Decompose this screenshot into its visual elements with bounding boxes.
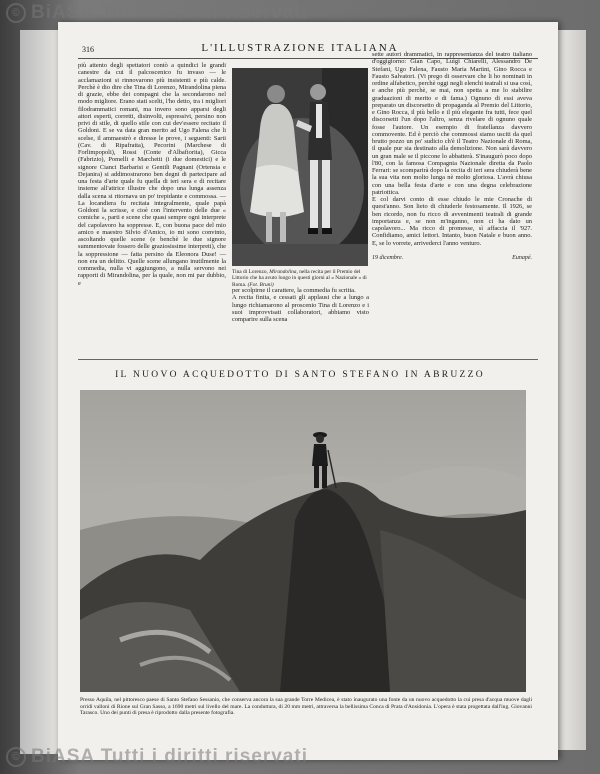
watermark-text-bottom: BiASA Tutti i diritti riservati <box>31 746 308 767</box>
actors-illustration <box>232 68 368 266</box>
running-title: L'ILLUSTRAZIONE ITALIANA <box>201 42 399 54</box>
theatre-photo <box>232 68 368 266</box>
copyright-icon: © <box>6 3 26 23</box>
caption-credit: (Fot. Bruni) <box>247 281 274 288</box>
article-signoff <box>372 255 532 262</box>
mountain-landscape <box>80 390 526 692</box>
article-left-column <box>78 62 226 287</box>
section-rule <box>78 359 538 360</box>
left-column-text: più attento degli spettatori contò a quindici le grandi canestre da cui il palcoscenico fu invaso — le acclamazioni si rinnovarono più insistenti e più calde. Perchè è dio dire che Tina di Lorenzo, Mirandolina piena di grazie, ebbe dei compagni che la secondarono nel modo migliore. Erano stati scelti, l'ho detto, tra i migliori filodrammatici romani, ma invero sono apparsi degli attori esperti, corretti, disinvolti, espressivi, persino non privi di stile, di quello stile con cui dev'essere recitato il Goldoni. E se va data gran merito ad Ugo Falena che li scelse, il ammaestrò e diresse le prove, i seguenti: Sarti (Cav. di Ripafratta), Pecorini (Marchese di Forlimpopoli), Rossi (Conte d'Albafiorita), Gicca (Fabrizio), Pomelli e Marchetti (i due domestici) e le signore Cianci Barbarisi e Gentili Pagnani (Ortensia e Dejanira) si addimostrarono ben degni di partecipare ad una festa d'arte quale fu quella di ieri sera e di recitare insieme all'attrice illustre che dopo una lunga assenza dalla scena si ritornava un po' trepidante e commossa. — La locandiera fu recitata integralmente, quale papà Goldoni la scrisse, e cioè con l'intervento delle due « comiche », parti e scene che quasi sempre ogni interprete del capolavoro ha soppresse. E, con buona pace del mio amico e maestro Silvio d'Amico, io mi sono convinto, ascoltando quelle scene (e benchè le due signore summentovate fossero delle graziosissime interpreti), che la soppressione — fatta persino da Eleonora Duse! — non era un delitto. Quelle scene allungano inutilmente la commedia, nulla vi aggiungono, a nulla servono nei rapporti di Mirandolina, per la quale, non mi par dubbio, e <box>78 62 226 287</box>
left-page-edge <box>20 30 58 754</box>
theatre-photo-caption <box>232 269 369 288</box>
article-title: IL NUOVO ACQUEDOTTO DI SANTO STEFANO IN ABRUZZO <box>115 370 485 380</box>
right-column-text: sette autori drammatici, in rappresentanza del teatro italiano d'oggigiorno: Gian Capo, Luigi Chiarelli, Alessandro De Stefani, Ugo Falena, Fausto Maria Martini, Gino Rocca e Fausto Salvatori. (Vi prego di osservare che li ho nominati in ordine alfabetico, perchè oggi negli elenchi teatrali si usa così, e anche più perchè, se mai, non spetta a me lo stabilire graduazioni di merito e di fama.) Ognuno di essi aveva preparato un discorsetto di propaganda al Premio del Littorio, e Gino Rocca, il più bello e il più elegante fra tutti, fece quel discorsetti l'un dopo l'altro, senza rivelare di ognuno quale fosse l'autore. Un esempio di fratellanza davvero commovente. Ed è perciò che commossi siamo usciti da quel brutto pozzo un po' sudicio ch'è il Teatro Nazionale di Roma, il quale pur sia destinato alla demolizione. Non sarà davvero un gran male se il piccone lo abbatterà. S'inaugurò poco dopo l'80, con la famosa Compagnia Nazionale diretta da Paolo Ferrari: se scomparirà dopo la recita di ieri sera chiuderà bene la sua vita non molto lunga nè molto gloriosa. L'avrà chiusa con una bella festa d'arte e con una degna celebrazione patriottica. E col darvi conto di esse chiudo le mie Cronache di quest'anno. Son lieto di chiuderle festosamente. Il 1926, se ben ricordo, non fu ricco di avvenimenti teatrali di grande importanza e, se non m'inganno, non ci ha dato un capolavoro... Ma ricco di promesse, sì affaccia il '927. Confidiamo, amici lettori. Intanto, buon Natale e buon anno. E, se lo vorrete, arrivederci l'anno venturo. <box>372 51 532 247</box>
caption-lead: Tina di Lorenzo, <box>232 269 270 275</box>
copyright-icon-bottom: © <box>6 747 26 767</box>
watermark-top <box>6 2 308 24</box>
caption-rest: , nella recita per il Premio del Littorio che ha avuto luogo in questi giorni al « Nazionale » di Roma. <box>232 269 367 288</box>
article-right-column <box>372 51 532 262</box>
caption-role: Mirandolina <box>269 269 297 275</box>
watermark-text: BiASA Tutti i diritti riservati <box>31 2 308 23</box>
watermark-bottom <box>6 746 308 768</box>
aqueduct-photo <box>80 390 526 692</box>
page-number: 316 <box>82 45 94 54</box>
aqueduct-photo-caption: Presso Aquila, nel pittoresco paese di Santo Stefano Sessanio, che conserva ancora la sua grande Torre Medicea, è stato inaugurato una fonte da un nuovo acquedotto la cui presa d'acqua muove dagli orridi valloni di Rione sul Gran Sasso, a 1690 metri sul livello del mare. La conduttura, di 20 mm metri, attraversa la bellissima Conca di Prata d'Ansidonia. L'opera è stata progettata dall'ing. Giovanni Tarasco. Uno dei punti di presa è riprodotto dalla presente fotografia. <box>80 697 532 717</box>
right-page-edge <box>558 30 586 750</box>
mid-column-text: per scolpirne il carattere, la commedia fu scritta. A recita finita, e cessati gli applausi che a lungo a lungo richiamarono al proscenio Tina di Lorenzo e i suoi improvvisati collaboratori, abbiamo visto comparire sulla scena <box>232 287 369 323</box>
dateline: 19 dicembre. <box>372 254 404 261</box>
article-mid-column <box>232 287 369 323</box>
author-signature: Eunapé. <box>512 254 532 261</box>
